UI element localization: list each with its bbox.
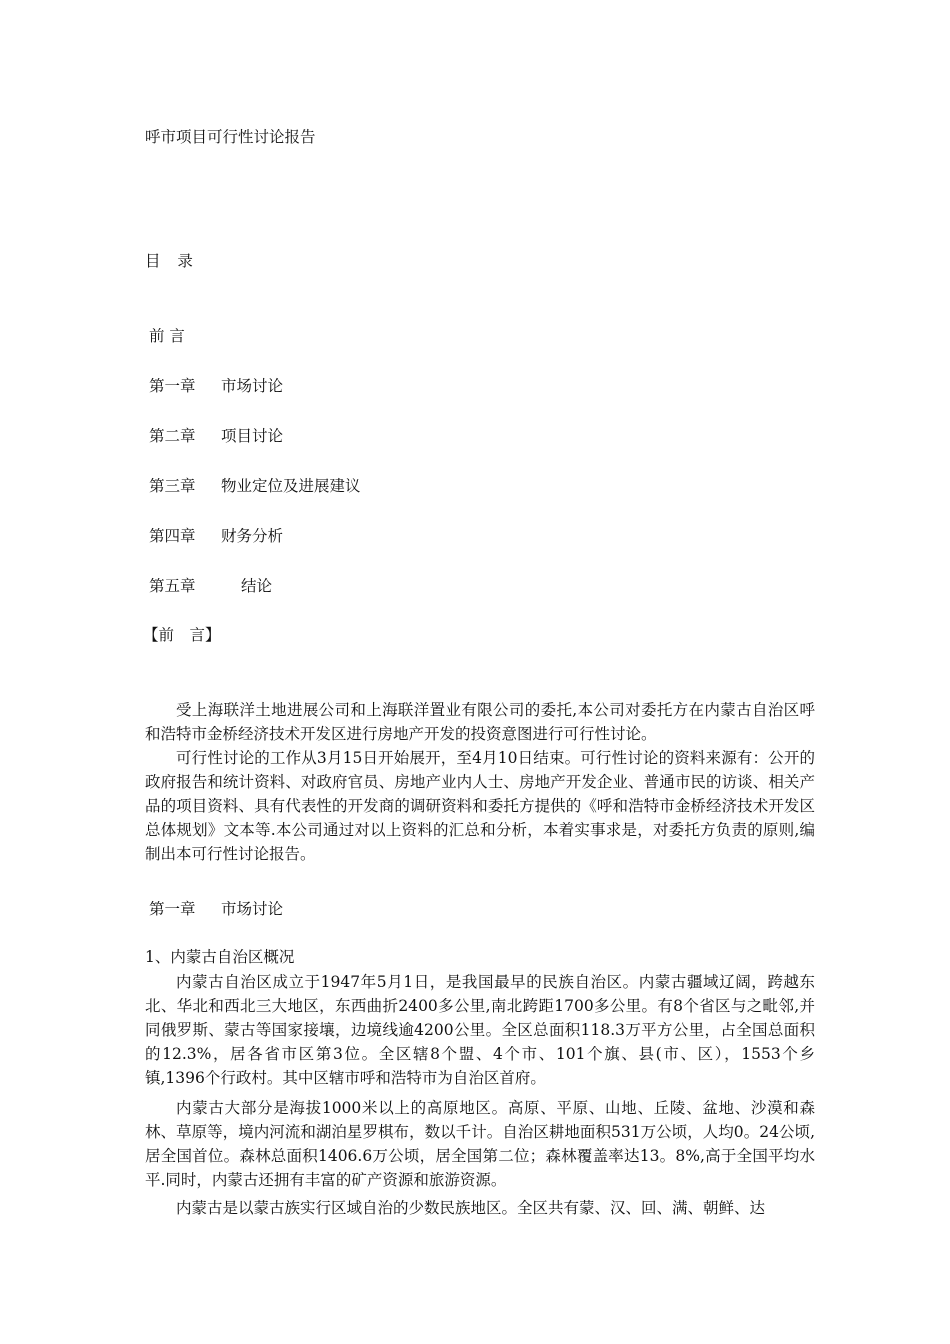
toc-item-chapter-1	[149, 375, 283, 397]
toc-item-number: 第一章	[149, 377, 196, 395]
toc-item-title: 结论	[241, 577, 273, 595]
chapter-title: 市场讨论	[221, 900, 284, 918]
preface-heading: 【前 言】	[143, 626, 221, 644]
toc-item-chapter-4	[149, 525, 283, 547]
toc-item-chapter-5	[149, 575, 272, 597]
toc-item-number: 第四章	[149, 527, 196, 545]
body-paragraph: 内蒙古大部分是海拔1000米以上的高原地区。高原、平原、山地、丘陵、盆地、沙漠和森林、草原等，境内河流和湖泊星罗棋布，数以千计。自治区耕地面积531万公顷，人均0。24公顷,居全国首位。森林总面积1406.6万公顷，居全国第二位；森林覆盖率达13。8%,高于全国平均水平.同时，内蒙古还拥有丰富的矿产资源和旅游资源。	[145, 1099, 815, 1189]
chapter-heading	[149, 898, 283, 920]
toc-heading: 目 录	[145, 252, 199, 270]
toc-item-title: 项目讨论	[221, 427, 284, 445]
body-paragraph: 内蒙古自治区成立于1947年5月1日，是我国最早的民族自治区。内蒙古疆域辽阔，跨越东北、华北和西北三大地区，东西曲折2400多公里,南北跨距1700多公里。有8个省区与之毗邻,并同俄罗斯、蒙古等国家接壤，边境线逾4200公里。全区总面积118.3万平方公里，占全国总面积的12.3%，居各省市区第3位。全区辖8个盟、4个市、101个旗、县(市、区），1553个乡镇,1396个行政村。其中区辖市呼和浩特市为自治区首府。	[145, 973, 815, 1087]
toc-item-number: 第二章	[149, 427, 196, 445]
toc-item-title: 物业定位及进展建议	[221, 477, 361, 495]
toc-item-number: 第五章	[149, 577, 196, 595]
preface-paragraph: 受上海联洋土地进展公司和上海联洋置业有限公司的委托,本公司对委托方在内蒙古自治区呼和浩特市金桥经济技术开发区进行房地产开发的投资意图进行可行性讨论。	[145, 701, 815, 743]
toc-item-title: 市场讨论	[221, 377, 284, 395]
body-paragraph: 内蒙古是以蒙古族实行区域自治的少数民族地区。全区共有蒙、汉、回、满、朝鲜、达	[176, 1199, 766, 1217]
toc-item-chapter-3	[149, 475, 361, 497]
chapter-number: 第一章	[149, 900, 196, 918]
section-heading: 1、内蒙古自治区概况	[145, 948, 295, 966]
toc-item-number: 前 言	[149, 327, 185, 345]
toc-item-title: 财务分析	[221, 527, 284, 545]
document-title: 呼市项目可行性讨论报告	[145, 128, 316, 146]
toc-item-chapter-2	[149, 425, 283, 447]
toc-item-number: 第三章	[149, 477, 196, 495]
preface-paragraph: 可行性讨论的工作从3月15日开始展开，至4月10日结束。可行性讨论的资料来源有：公开的政府报告和统计资料、对政府官员、房地产业内人士、房地产开发企业、普通市民的访谈、相关产品的项目资料、具有代表性的开发商的调研资料和委托方提供的《呼和浩特市金桥经济技术开发区总体规划》文本等.本公司通过对以上资料的汇总和分析，本着实事求是，对委托方负责的原则,编制出本可行性讨论报告。	[145, 749, 815, 863]
toc-item-preface	[149, 325, 221, 347]
